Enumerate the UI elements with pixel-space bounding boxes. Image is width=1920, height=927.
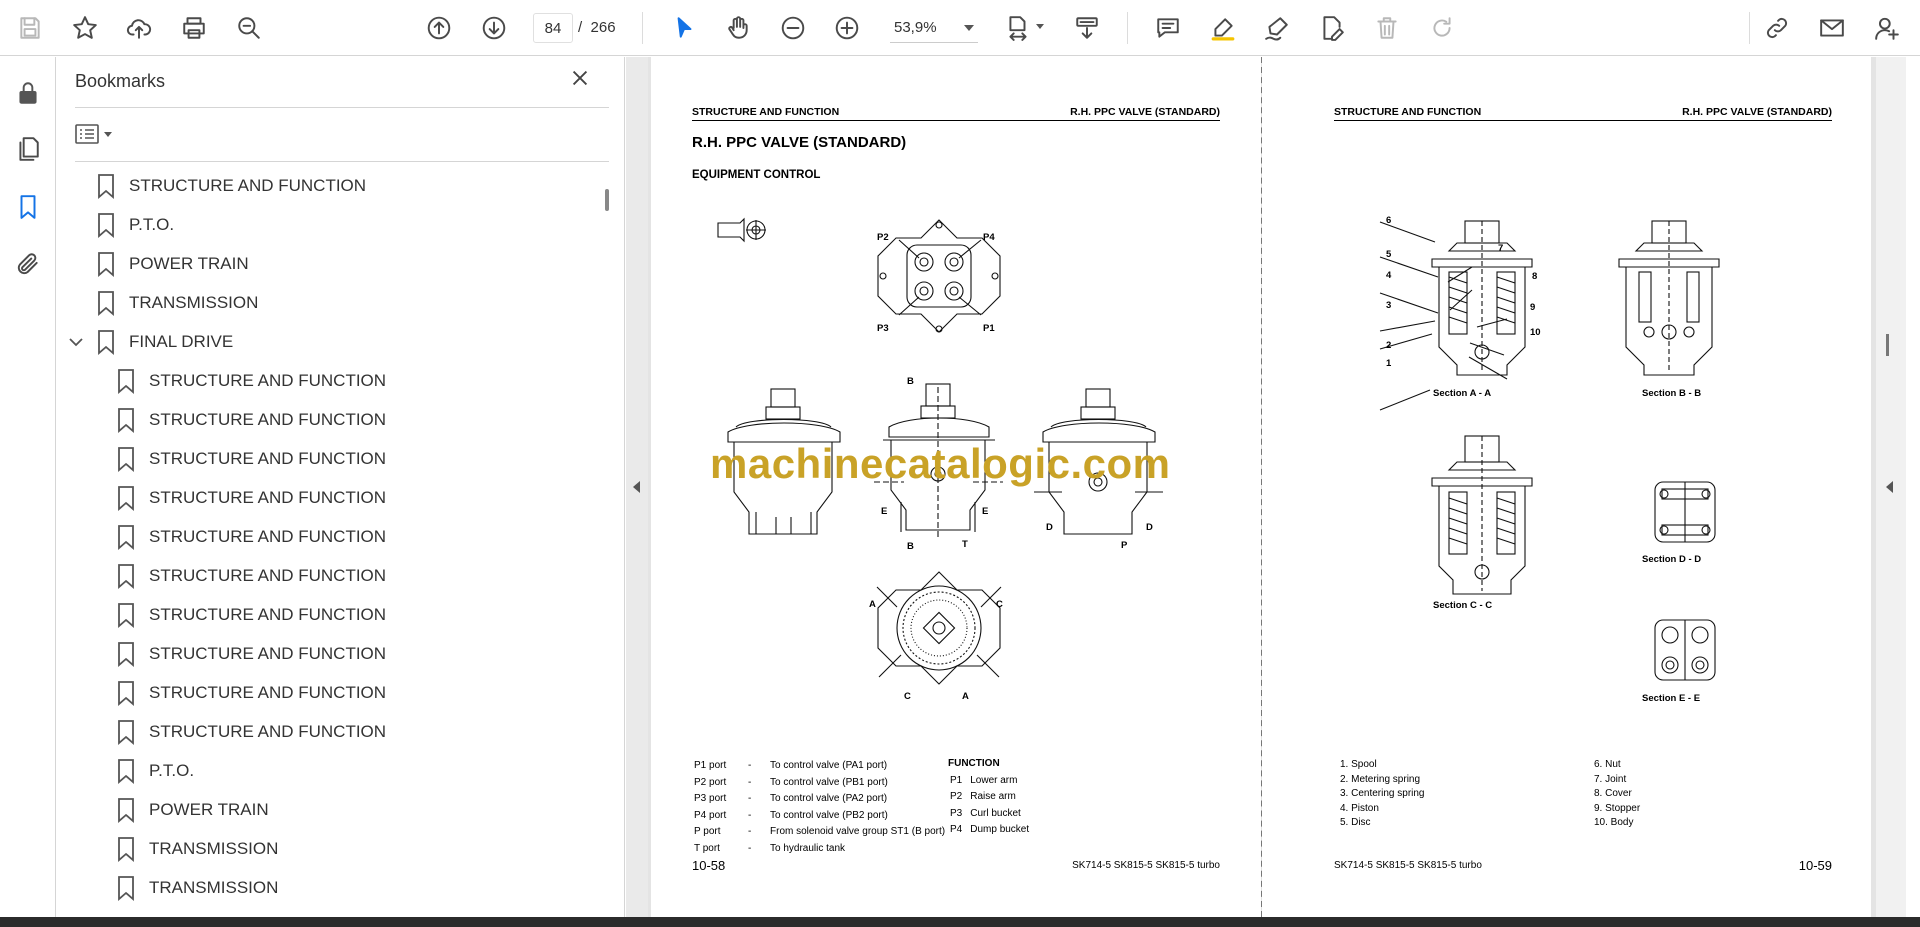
port-port: P4 port (694, 809, 727, 821)
port-desc: To control valve (PB2 port) (770, 809, 888, 821)
highlight-pen-icon[interactable] (1205, 10, 1241, 46)
redo-icon[interactable] (1424, 10, 1460, 46)
label-b-top: B (907, 376, 914, 387)
port-port: P port (694, 826, 721, 838)
page-header-right: R.H. PPC VALVE (STANDARD) (1070, 106, 1220, 118)
bookmark-label: FINAL DRIVE (129, 332, 234, 351)
collapse-left-arrow-icon (633, 481, 640, 493)
port-row (694, 825, 951, 840)
port-port: P1 port (694, 760, 727, 771)
bottom-view-drawing (869, 567, 1009, 702)
port-port: T port (694, 842, 720, 854)
function-desc: Dump bucket (970, 824, 1030, 836)
expand-right-panel-button[interactable] (1876, 57, 1906, 917)
page-header-left: STRUCTURE AND FUNCTION (1334, 106, 1482, 118)
bookmark-icon (115, 641, 137, 667)
port-dash: - (748, 842, 752, 854)
label-a-top: A (869, 599, 876, 610)
function-row (950, 823, 1035, 838)
bookmark-label: POWER TRAIN (149, 800, 269, 819)
list-options-icon (75, 123, 101, 145)
lever-symbol-drawing (716, 215, 776, 245)
part-item: 7. Joint (1594, 773, 1627, 785)
viewer-scrollbar-thumb[interactable] (1886, 334, 1889, 356)
function-desc: Raise arm (970, 791, 1016, 803)
bookmark-item[interactable] (95, 245, 249, 283)
part-item: 10. Body (1594, 817, 1634, 829)
port-legend (692, 757, 953, 859)
bookmark-item[interactable] (115, 440, 386, 478)
label-a-bottom: A (962, 691, 969, 702)
bookmark-item[interactable] (115, 830, 278, 868)
port-row (694, 809, 951, 824)
bookmark-icon (115, 446, 137, 472)
port-dash: - (748, 776, 752, 788)
callout-5: 5 (1386, 249, 1392, 260)
bookmark-item[interactable] (115, 791, 269, 829)
edit-pdf-icon[interactable] (1314, 10, 1350, 46)
label-e-left: E (881, 506, 888, 517)
bookmark-label: STRUCTURE AND FUNCTION (149, 488, 387, 507)
bookmark-label: P.T.O. (149, 761, 195, 780)
port-desc: From solenoid valve group ST1 (B port) (770, 826, 946, 838)
bookmark-scrollbar[interactable] (605, 189, 609, 211)
port-row (694, 842, 951, 857)
bookmark-label: POWER TRAIN (129, 254, 249, 273)
bookmark-label: STRUCTURE AND FUNCTION (149, 644, 387, 663)
callout-3: 3 (1386, 300, 1392, 311)
bookmark-icon (95, 173, 117, 199)
part-item: 2. Metering spring (1340, 773, 1421, 785)
model-footer: SK714-5 SK815-5 SK815-5 turbo (1072, 860, 1220, 871)
chevron-down-icon[interactable] (67, 333, 85, 351)
bookmark-icon (115, 407, 137, 433)
bookmark-star-icon[interactable] (67, 10, 103, 46)
bookmark-icon (115, 563, 137, 589)
hand-icon[interactable] (720, 10, 756, 46)
page-total: / 266 (578, 19, 616, 36)
bookmark-icon (115, 524, 137, 550)
bookmark-item[interactable] (115, 557, 386, 595)
function-desc: Lower arm (970, 774, 1018, 786)
function-desc: Curl bucket (970, 807, 1021, 819)
part-item: 9. Stopper (1594, 802, 1641, 814)
parts-list-right (1594, 758, 1640, 831)
bookmark-icon (115, 797, 137, 823)
section-d-drawing (1650, 477, 1720, 547)
port-desc: To control valve (PB1 port) (770, 776, 888, 788)
bookmark-label: STRUCTURE AND FUNCTION (149, 683, 387, 702)
delete-icon[interactable] (1369, 10, 1405, 46)
bookmark-label: STRUCTURE AND FUNCTION (149, 449, 387, 468)
bookmark-icon[interactable] (10, 189, 46, 225)
bookmark-label: P.T.O. (129, 215, 175, 234)
bookmark-item[interactable] (115, 713, 386, 751)
bookmark-icon (95, 251, 117, 277)
bookmark-icon (115, 485, 137, 511)
label-b-bottom: B (907, 541, 914, 552)
bookmark-label: STRUCTURE AND FUNCTION (149, 605, 387, 624)
port-desc: To hydraulic tank (770, 842, 846, 854)
part-item: 4. Piston (1340, 802, 1379, 814)
bookmark-label: TRANSMISSION (149, 839, 279, 858)
page-down-icon[interactable] (476, 10, 512, 46)
bookmark-label: STRUCTURE AND FUNCTION (149, 566, 387, 585)
select-cursor-icon[interactable] (666, 10, 702, 46)
bookmark-item[interactable] (95, 284, 258, 322)
function-code: P2 (950, 791, 963, 803)
callout-10: 10 (1530, 327, 1541, 338)
port-port: P3 port (694, 793, 727, 805)
label-d-left: D (1046, 522, 1053, 533)
function-legend (948, 757, 1037, 840)
bookmark-item[interactable] (115, 674, 386, 712)
port-row (694, 792, 951, 807)
collapse-panel-button[interactable] (626, 57, 648, 917)
port-row (694, 776, 951, 791)
zoom-in-icon[interactable] (829, 10, 865, 46)
bookmarks-panel (57, 57, 625, 917)
left-rail (0, 57, 56, 917)
label-t: T (962, 539, 968, 550)
part-item: 6. Nut (1594, 759, 1621, 770)
callout-8: 8 (1532, 271, 1538, 282)
function-row (950, 790, 1035, 805)
bookmark-item[interactable] (115, 635, 386, 673)
label-p4: P4 (983, 232, 995, 243)
model-footer: SK714-5 SK815-5 SK815-5 turbo (1334, 860, 1482, 871)
attachment-icon[interactable] (10, 246, 46, 282)
port-desc: To control valve (PA1 port) (770, 760, 888, 771)
bookmark-icon (115, 368, 137, 394)
collapse-right-arrow-icon (1886, 481, 1893, 493)
bookmark-item[interactable] (115, 479, 386, 517)
bookmark-item[interactable] (115, 869, 278, 907)
bookmark-item[interactable] (95, 167, 366, 205)
section-e-drawing (1650, 615, 1720, 685)
callout-9: 9 (1530, 302, 1536, 313)
pdf-page-right (1262, 57, 1872, 917)
part-item: 5. Disc (1340, 817, 1371, 829)
label-c-top: C (996, 599, 1003, 610)
bookmark-item[interactable] (115, 596, 386, 634)
bookmark-item[interactable] (115, 401, 386, 439)
bookmark-icon (115, 602, 137, 628)
port-row (694, 759, 951, 774)
bookmark-icon (115, 875, 137, 901)
bookmark-item[interactable] (115, 752, 194, 790)
port-dash: - (748, 826, 752, 838)
page-number: 10-58 (692, 858, 726, 873)
section-b-label: Section B - B (1642, 388, 1702, 399)
label-p3: P3 (877, 323, 889, 334)
bookmark-list (57, 167, 597, 912)
label-e-right: E (982, 506, 989, 517)
share-link-icon[interactable] (1759, 10, 1795, 46)
bookmark-label: STRUCTURE AND FUNCTION (149, 371, 387, 390)
page-header-left: STRUCTURE AND FUNCTION (692, 106, 840, 118)
part-item: 8. Cover (1594, 788, 1632, 800)
callout-4: 4 (1386, 270, 1392, 281)
function-code: P3 (950, 807, 963, 819)
bookmark-options-button[interactable] (75, 119, 119, 149)
doc-subtitle: EQUIPMENT CONTROL (692, 169, 821, 181)
bookmark-icon (95, 329, 117, 355)
bookmark-icon (95, 290, 117, 316)
close-icon[interactable] (569, 67, 597, 95)
section-c-drawing (1427, 432, 1537, 597)
bookmark-icon (115, 719, 137, 745)
bookmark-label: TRANSMISSION (129, 293, 259, 312)
page-up-icon[interactable] (421, 10, 457, 46)
doc-title: R.H. PPC VALVE (STANDARD) (692, 134, 907, 151)
function-row (950, 774, 1035, 789)
callout-6: 6 (1386, 215, 1392, 226)
port-port: P2 port (694, 776, 727, 788)
section-b-drawing (1614, 217, 1724, 377)
comment-icon[interactable] (1150, 10, 1186, 46)
email-icon[interactable] (1814, 10, 1850, 46)
scroll-mode-icon[interactable] (1069, 10, 1105, 46)
callout-1: 1 (1386, 358, 1392, 369)
bookmark-label: STRUCTURE AND FUNCTION (149, 527, 387, 546)
print-icon[interactable] (176, 10, 212, 46)
user-icon[interactable] (1869, 10, 1905, 46)
bookmark-item[interactable] (115, 518, 386, 556)
section-a-label: Section A - A (1433, 388, 1492, 399)
port-desc: To control valve (PA2 port) (770, 793, 888, 805)
page-fit-icon[interactable] (1000, 10, 1036, 46)
section-d-label: Section D - D (1642, 554, 1702, 565)
bookmark-item[interactable] (95, 206, 174, 244)
parts-list-left (1340, 758, 1425, 831)
bookmark-icon (95, 212, 117, 238)
bookmark-icon (115, 758, 137, 784)
function-title: FUNCTION (948, 758, 1000, 769)
page-header-right: R.H. PPC VALVE (STANDARD) (1682, 106, 1832, 118)
bookmark-icon (115, 680, 137, 706)
save-icon[interactable] (12, 10, 48, 46)
bookmark-item[interactable] (95, 323, 233, 361)
port-dash: - (748, 793, 752, 805)
label-p2: P2 (877, 232, 889, 243)
zoom-out-icon[interactable] (775, 10, 811, 46)
label-c-bottom: C (904, 691, 911, 702)
zoom-search-icon[interactable] (231, 10, 267, 46)
callout-2: 2 (1386, 340, 1392, 351)
bookmark-label: TRANSMISSION (149, 878, 279, 897)
port-dash: - (748, 760, 752, 771)
main-toolbar (0, 0, 1920, 56)
sign-icon[interactable] (1259, 10, 1295, 46)
watermark-text: machinecatalogic.com (710, 440, 1171, 487)
page-number: 10-59 (1798, 858, 1832, 873)
section-c-label: Section C - C (1433, 600, 1493, 611)
bookmark-label: STRUCTURE AND FUNCTION (149, 410, 387, 429)
part-item: 1. Spool (1340, 759, 1377, 770)
panel-title: Bookmarks (75, 71, 166, 91)
section-e-label: Section E - E (1642, 693, 1701, 704)
bookmark-item[interactable] (115, 362, 386, 400)
port-dash: - (748, 809, 752, 821)
part-item: 3. Centering spring (1340, 788, 1425, 800)
bookmark-label: STRUCTURE AND FUNCTION (149, 722, 387, 741)
label-d-right: D (1146, 522, 1153, 533)
function-code: P1 (950, 774, 963, 786)
callout-7: 7 (1498, 243, 1504, 254)
label-p1: P1 (983, 323, 995, 334)
pages-icon[interactable] (10, 131, 46, 167)
bookmark-label: STRUCTURE AND FUNCTION (129, 176, 367, 195)
bookmark-icon (115, 836, 137, 862)
function-code: P4 (950, 824, 963, 836)
lock-icon[interactable] (10, 75, 46, 111)
upload-cloud-icon[interactable] (121, 10, 157, 46)
label-p: P (1121, 540, 1128, 551)
zoom-select[interactable]: 53,9% (890, 13, 978, 43)
taskbar-strip (0, 917, 1920, 927)
page-number-input[interactable] (533, 13, 573, 43)
function-row (950, 807, 1035, 822)
